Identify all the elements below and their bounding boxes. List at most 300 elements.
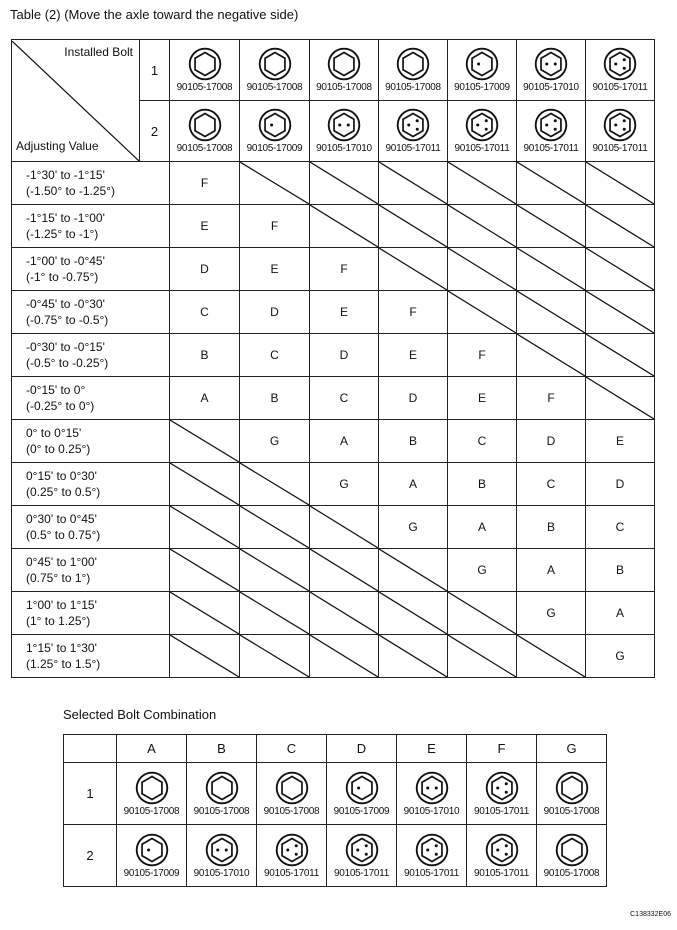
range-degrees: (-1° to -0.75°) (26, 270, 99, 284)
diagonal-strike (517, 334, 585, 376)
bolt-dot (545, 123, 548, 126)
bolt-icon (485, 833, 519, 867)
not-applicable-cell (310, 205, 379, 248)
bolt-dot (416, 119, 419, 122)
selected-header-row (64, 735, 607, 763)
adjusting-range (12, 291, 170, 334)
bolt-dot (476, 123, 479, 126)
not-applicable-cell (240, 506, 310, 549)
range-degrees: (1° to 1.25°) (26, 614, 91, 628)
bolt-part-number: 90105-17008 (123, 805, 180, 817)
bolt-icon (555, 771, 589, 805)
diagonal-strike (586, 205, 654, 247)
combination-letter: C (517, 463, 586, 506)
combination-header: B (187, 735, 257, 763)
bolt-cell (517, 101, 586, 162)
bolt-dot (294, 844, 297, 847)
combination-header: D (327, 735, 397, 763)
bolt-dot (147, 848, 150, 851)
combination-letter: G (517, 592, 586, 635)
bolt-dot (356, 848, 359, 851)
bolt-icon (555, 833, 589, 867)
not-applicable-cell (448, 635, 517, 678)
bolt-part-number: 90105-17009 (246, 143, 303, 154)
not-applicable-cell (240, 592, 310, 635)
bolt-icon (205, 833, 239, 867)
combination-letter: D (310, 334, 379, 377)
combination-letter: F (448, 334, 517, 377)
diagonal-strike (517, 635, 585, 677)
installed-bolt-label: Installed Bolt (64, 44, 133, 59)
bolt-dot (504, 852, 507, 855)
range-degrees: (-0.25° to 0°) (26, 399, 95, 413)
bolt-dot (426, 848, 429, 851)
combination-letter: G (379, 506, 448, 549)
bolt-part-number: 90105-17011 (334, 867, 389, 879)
bolt-part-number: 90105-17010 (403, 805, 460, 817)
adjusting-value-row (12, 334, 655, 377)
diagonal-strike (240, 162, 309, 204)
selected-bolt-table (63, 734, 607, 887)
bolt-part-number: 90105-17008 (543, 805, 600, 817)
corner-header (12, 40, 140, 162)
not-applicable-cell (170, 420, 240, 463)
combination-letter: B (448, 463, 517, 506)
bolt-part-number: 90105-17010 (193, 867, 250, 879)
adjusting-value-row (12, 248, 655, 291)
bolt-cell (537, 825, 607, 887)
range-minutes: -0°30' to -0°15' (26, 340, 105, 354)
bolt-part-number: 90105-17008 (246, 82, 303, 93)
combination-letter: A (170, 377, 240, 420)
range-degrees: (-1.25° to -1°) (26, 227, 99, 241)
adjusting-range (12, 635, 170, 678)
combination-letter: G (310, 463, 379, 506)
diagonal-strike (517, 162, 585, 204)
bolt-dot (485, 119, 488, 122)
diagonal-strike (170, 592, 239, 634)
combination-letter: D (586, 463, 655, 506)
combination-letter: B (517, 506, 586, 549)
adjusting-range (12, 506, 170, 549)
combination-header: A (117, 735, 187, 763)
combination-letter: B (586, 549, 655, 592)
combination-letter: F (517, 377, 586, 420)
combination-header: G (537, 735, 607, 763)
range-minutes: -0°45' to -0°30' (26, 297, 105, 311)
bolt-part-number: 90105-17008 (176, 143, 233, 154)
combination-letter: B (379, 420, 448, 463)
bolt-part-number: 90105-17010 (523, 82, 579, 93)
bolt-dot (623, 119, 626, 122)
bolt-icon (188, 108, 222, 142)
bolt-dot (554, 119, 557, 122)
bolt-cell (537, 763, 607, 825)
bolt-icon (603, 47, 637, 81)
adjusting-range (12, 463, 170, 506)
bolt-cell (170, 40, 240, 101)
adjusting-value-row (12, 463, 655, 506)
adjusting-range (12, 334, 170, 377)
not-applicable-cell (310, 592, 379, 635)
adjusting-range (12, 420, 170, 463)
range-minutes: -1°30' to -1°15' (26, 168, 105, 182)
bolt-icon (396, 108, 430, 142)
bolt-icon (345, 833, 379, 867)
range-minutes: 1°15' to 1°30' (26, 641, 97, 655)
bolt-dot (623, 58, 626, 61)
bolt-dot (416, 128, 419, 131)
bolt-cell (467, 825, 537, 887)
bolt-cell (327, 825, 397, 887)
not-applicable-cell (517, 162, 586, 205)
diagonal-strike (448, 205, 516, 247)
range-degrees: (1.25° to 1.5°) (26, 657, 101, 671)
bolt-part-number: 90105-17008 (385, 82, 441, 93)
combination-letter: D (379, 377, 448, 420)
not-applicable-cell (170, 463, 240, 506)
diagonal-strike (379, 549, 447, 591)
range-degrees: (-1.50° to -1.25°) (26, 184, 115, 198)
bolt-dot (338, 123, 341, 126)
bolt-icon (415, 833, 449, 867)
bolt-icon (258, 47, 292, 81)
bolt-cell (117, 825, 187, 887)
bolt-dot (224, 848, 227, 851)
range-minutes: 1°00' to 1°15' (26, 598, 97, 612)
bolt-cell (240, 40, 310, 101)
bolt-dot (364, 852, 367, 855)
diagonal-strike (586, 291, 654, 333)
diagonal-strike (448, 291, 516, 333)
not-applicable-cell (310, 635, 379, 678)
diagonal-strike (310, 506, 378, 548)
bolt-part-number: 90105-17011 (404, 867, 459, 879)
bolt-part-number: 90105-17011 (474, 805, 529, 817)
range-degrees: (0.75° to 1°) (26, 571, 91, 585)
bolt-dot (434, 844, 437, 847)
combination-letter: F (310, 248, 379, 291)
not-applicable-cell (517, 205, 586, 248)
selected-row-number: 2 (64, 825, 117, 887)
not-applicable-cell (586, 162, 655, 205)
not-applicable-cell (517, 635, 586, 678)
diagonal-strike (240, 549, 309, 591)
bolt-icon (534, 47, 568, 81)
adjusting-value-row (12, 377, 655, 420)
not-applicable-cell (448, 248, 517, 291)
combination-letter: C (586, 506, 655, 549)
combination-letter: F (379, 291, 448, 334)
bolt-cell (448, 101, 517, 162)
bolt-cell (117, 763, 187, 825)
combination-header: F (467, 735, 537, 763)
bolt-cell (448, 40, 517, 101)
bolt-icon (275, 833, 309, 867)
combination-letter: D (170, 248, 240, 291)
bolt-dot (477, 62, 480, 65)
bolt-part-number: 90105-17008 (193, 805, 250, 817)
range-minutes: 0°30' to 0°45' (26, 512, 97, 526)
diagonal-strike (517, 248, 585, 290)
bolt-dot (357, 786, 360, 789)
bolt-icon (415, 771, 449, 805)
diagonal-strike (448, 635, 516, 677)
adjusting-value-row (12, 635, 655, 678)
bolt-dot (496, 848, 499, 851)
not-applicable-cell (517, 291, 586, 334)
combination-letter: E (379, 334, 448, 377)
adjusting-value-row (12, 162, 655, 205)
bolt-part-number: 90105-17008 (543, 867, 600, 879)
range-minutes: -1°00' to -0°45' (26, 254, 105, 268)
bolt-cell (517, 40, 586, 101)
bolt-icon (345, 771, 379, 805)
bolt-icon (327, 108, 361, 142)
diagonal-strike (586, 334, 654, 376)
not-applicable-cell (170, 506, 240, 549)
adjusting-range (12, 377, 170, 420)
diagonal-strike (240, 592, 309, 634)
bolt-dot (485, 128, 488, 131)
not-applicable-cell (448, 205, 517, 248)
not-applicable-cell (379, 592, 448, 635)
bolt-part-number: 90105-17009 (454, 82, 510, 93)
bolt-part-number: 90105-17009 (123, 867, 180, 879)
adjusting-range (12, 205, 170, 248)
not-applicable-cell (586, 205, 655, 248)
adjusting-value-label: Adjusting Value (16, 138, 99, 153)
not-applicable-cell (310, 162, 379, 205)
not-applicable-cell (586, 248, 655, 291)
bolt-dot (623, 67, 626, 70)
bolt-dot (504, 844, 507, 847)
combination-letter: G (586, 635, 655, 678)
range-minutes: 0°45' to 1°00' (26, 555, 97, 569)
bolt-cell (310, 40, 379, 101)
bolt-icon (534, 108, 568, 142)
diagonal-strike (170, 549, 239, 591)
bolt-cell (310, 101, 379, 162)
diagonal-strike (379, 592, 447, 634)
bolt-cell (397, 825, 467, 887)
adjusting-value-row (12, 291, 655, 334)
not-applicable-cell (240, 162, 310, 205)
combination-letter: B (240, 377, 310, 420)
bolt-part-number: 90105-17010 (316, 143, 372, 154)
diagonal-strike (310, 549, 378, 591)
not-applicable-cell (448, 162, 517, 205)
blank-header-cell (64, 735, 117, 763)
adjusting-value-row (12, 549, 655, 592)
diagonal-strike (586, 248, 654, 290)
bolt-cell (586, 40, 655, 101)
figure-code: C138332E06 (630, 911, 671, 918)
combination-letter: G (448, 549, 517, 592)
combination-letter: C (240, 334, 310, 377)
bolt-dot (496, 786, 499, 789)
bolt-dot (426, 786, 429, 789)
not-applicable-cell (379, 205, 448, 248)
diagonal-strike (170, 463, 239, 505)
bolt-icon (275, 771, 309, 805)
combination-letter: A (586, 592, 655, 635)
bolt-dot (286, 848, 289, 851)
diagonal-strike (586, 162, 654, 204)
combination-letter: E (448, 377, 517, 420)
installed-row-number: 2 (140, 101, 170, 162)
table-title: Table (2) (Move the axle toward the negative side) (10, 7, 299, 22)
bolt-icon (327, 47, 361, 81)
range-minutes: -1°15' to -1°00' (26, 211, 105, 225)
bolt-cell (397, 763, 467, 825)
not-applicable-cell (379, 635, 448, 678)
bolt-part-number: 90105-17009 (333, 805, 390, 817)
range-degrees: (0° to 0.25°) (26, 442, 91, 456)
not-applicable-cell (586, 291, 655, 334)
selected-bolt-row (64, 763, 607, 825)
diagonal-strike (517, 291, 585, 333)
bolt-icon (465, 108, 499, 142)
bolt-dot (216, 848, 219, 851)
range-degrees: (0.25° to 0.5°) (26, 485, 101, 499)
bolt-icon (485, 771, 519, 805)
diagonal-strike (240, 506, 309, 548)
bolt-icon (205, 771, 239, 805)
adjusting-value-row (12, 420, 655, 463)
combination-letter: C (310, 377, 379, 420)
bolt-part-number: 90105-17011 (592, 143, 648, 154)
bolt-part-number: 90105-17011 (523, 143, 579, 154)
bolt-cell (379, 101, 448, 162)
not-applicable-cell (517, 334, 586, 377)
diagonal-strike (240, 463, 309, 505)
range-degrees: (0.5° to 0.75°) (26, 528, 101, 542)
bolt-icon (258, 108, 292, 142)
adjusting-range (12, 248, 170, 291)
not-applicable-cell (448, 592, 517, 635)
not-applicable-cell (240, 635, 310, 678)
diagonal-strike (310, 635, 378, 677)
bolt-dot (434, 852, 437, 855)
diagonal-strike (240, 635, 309, 677)
bolt-icon (135, 771, 169, 805)
diagonal-strike (586, 377, 654, 419)
range-degrees: (-0.75° to -0.5°) (26, 313, 109, 327)
bolt-cell (187, 763, 257, 825)
adjusting-range (12, 592, 170, 635)
diagonal-strike (170, 420, 239, 462)
bolt-dot (545, 62, 548, 65)
diagonal-strike (310, 592, 378, 634)
combination-letter: C (448, 420, 517, 463)
bolt-dot (270, 123, 273, 126)
bolt-icon (603, 108, 637, 142)
combination-letter: D (517, 420, 586, 463)
adjusting-value-row (12, 205, 655, 248)
not-applicable-cell (379, 162, 448, 205)
bolt-cell (379, 40, 448, 101)
combination-letter: C (170, 291, 240, 334)
bolt-dot (614, 123, 617, 126)
diagonal-strike (448, 248, 516, 290)
combination-letter: E (240, 248, 310, 291)
diagonal-strike (310, 162, 378, 204)
diagonal-strike (448, 162, 516, 204)
bolt-cell (170, 101, 240, 162)
diagonal-strike (517, 205, 585, 247)
combination-letter: E (586, 420, 655, 463)
selected-combination-title: Selected Bolt Combination (63, 707, 217, 722)
not-applicable-cell (448, 291, 517, 334)
combination-letter: A (448, 506, 517, 549)
bolt-dot (434, 786, 437, 789)
adjusting-value-row (12, 506, 655, 549)
bolt-dot (504, 790, 507, 793)
bolt-dot (407, 123, 410, 126)
bolt-cell (240, 101, 310, 162)
not-applicable-cell (379, 248, 448, 291)
combination-letter: E (310, 291, 379, 334)
bolt-dot (364, 844, 367, 847)
diagonal-strike (379, 205, 447, 247)
diagonal-strike (170, 635, 239, 677)
selected-bolt-row (64, 825, 607, 887)
not-applicable-cell (170, 549, 240, 592)
not-applicable-cell (310, 549, 379, 592)
combination-letter: F (240, 205, 310, 248)
bolt-dot (554, 62, 557, 65)
diagonal-strike (170, 506, 239, 548)
bolt-part-number: 90105-17011 (454, 143, 510, 154)
combination-letter: E (170, 205, 240, 248)
bolt-part-number: 90105-17011 (592, 82, 648, 93)
bolt-part-number: 90105-17008 (316, 82, 372, 93)
adjusting-range (12, 549, 170, 592)
not-applicable-cell (379, 549, 448, 592)
bolt-cell (257, 825, 327, 887)
adjusting-range (12, 162, 170, 205)
bolt-cell (257, 763, 327, 825)
diagonal-strike (379, 248, 447, 290)
not-applicable-cell (517, 248, 586, 291)
bolt-part-number: 90105-17011 (474, 867, 529, 879)
range-minutes: 0°15' to 0°30' (26, 469, 97, 483)
bolt-part-number: 90105-17011 (385, 143, 441, 154)
not-applicable-cell (310, 506, 379, 549)
combination-letter: G (240, 420, 310, 463)
combination-letter: A (379, 463, 448, 506)
bolt-dot (623, 128, 626, 131)
not-applicable-cell (240, 549, 310, 592)
bolt-part-number: 90105-17011 (264, 867, 319, 879)
installed-bolt-row (12, 40, 655, 101)
selected-row-number: 1 (64, 763, 117, 825)
diagonal-strike (379, 162, 447, 204)
bolt-cell (187, 825, 257, 887)
bolt-dot (614, 62, 617, 65)
bolt-icon (188, 47, 222, 81)
bolt-icon (465, 47, 499, 81)
bolt-cell (586, 101, 655, 162)
diagonal-strike (310, 205, 378, 247)
not-applicable-cell (586, 377, 655, 420)
range-minutes: 0° to 0°15' (26, 426, 82, 440)
range-minutes: -0°15' to 0° (26, 383, 86, 397)
bolt-icon (135, 833, 169, 867)
not-applicable-cell (170, 635, 240, 678)
bolt-part-number: 90105-17008 (263, 805, 320, 817)
